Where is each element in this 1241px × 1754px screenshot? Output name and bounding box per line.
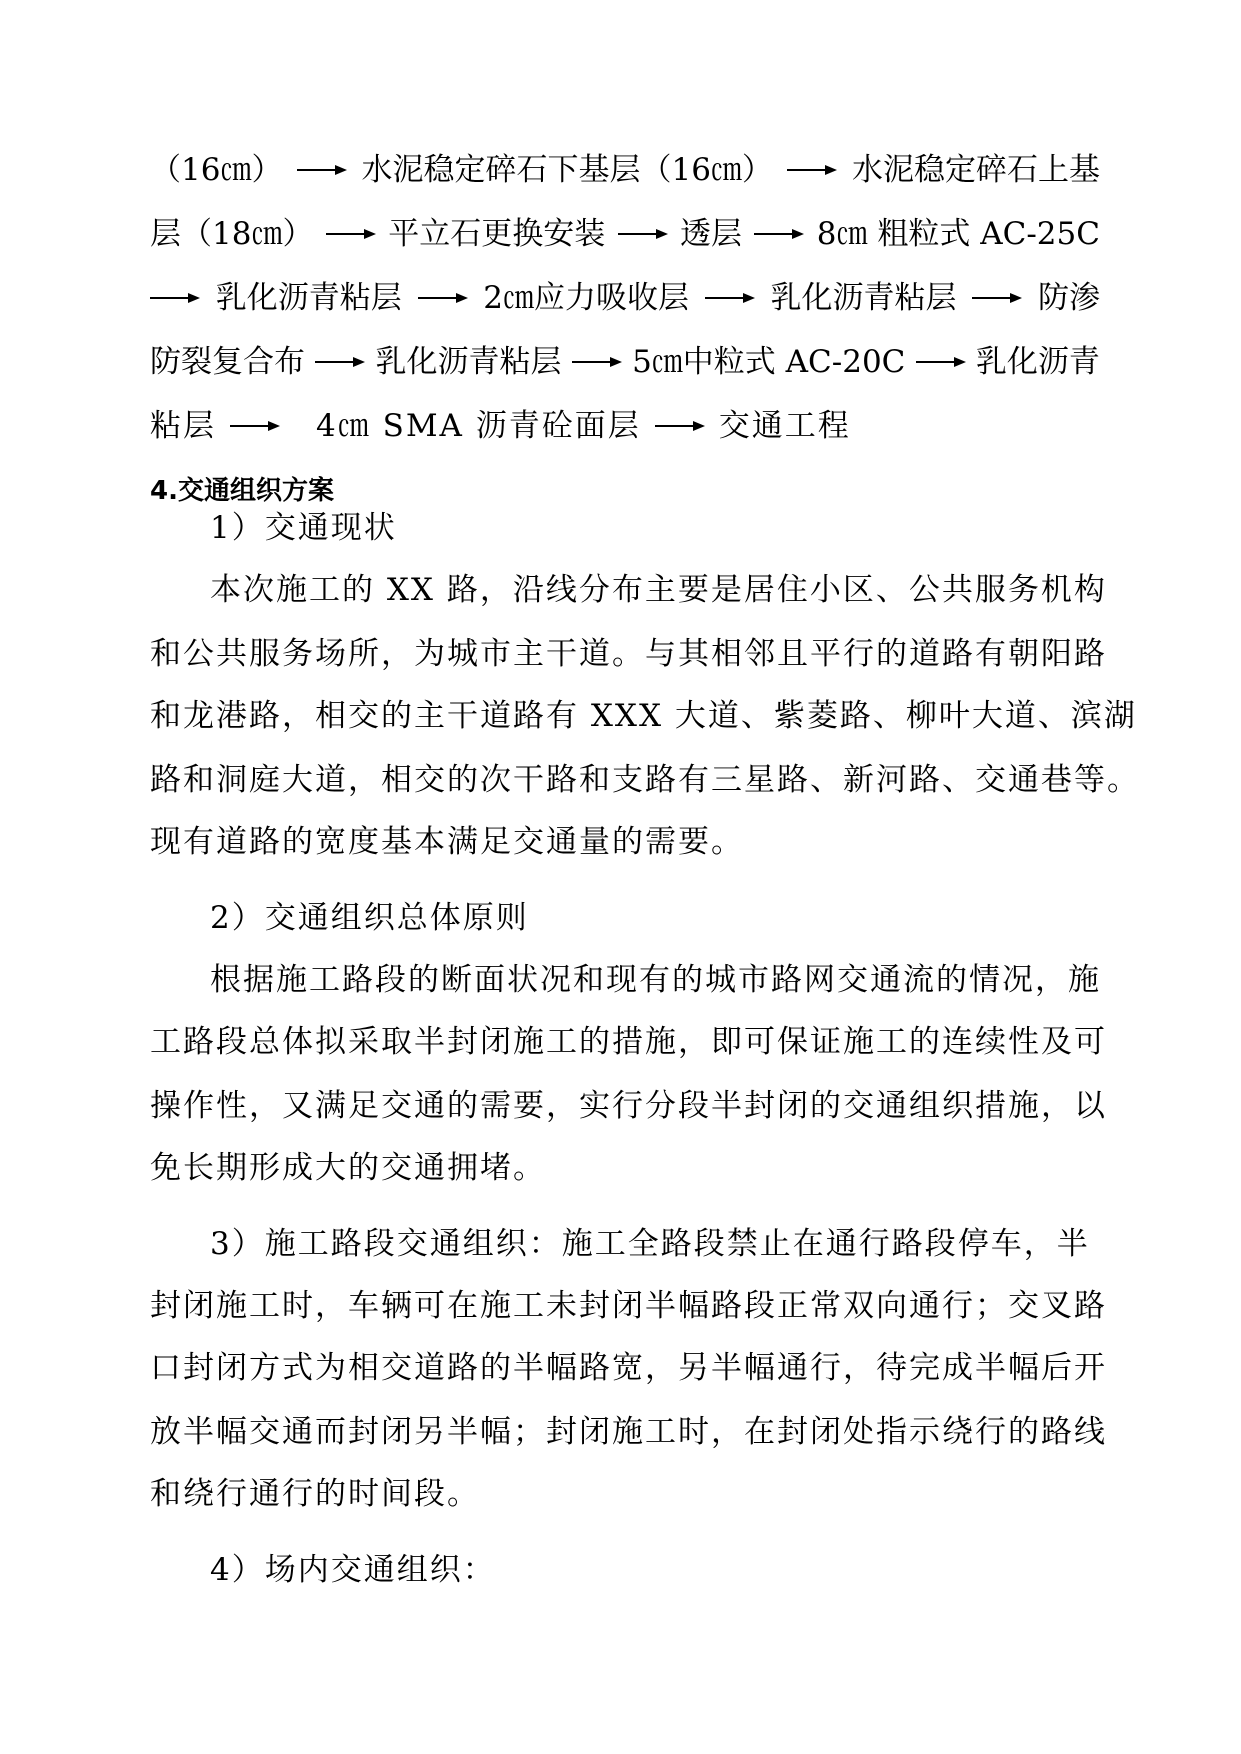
arrow-right-icon — [297, 160, 347, 180]
flow-step: 乳化沥青 — [975, 344, 1100, 380]
paragraph-line: 路和洞庭大道，相交的次干路和支路有三星路、新河路、交通巷等。 — [150, 762, 1140, 798]
arrow-right-icon — [315, 352, 365, 372]
flow-step: 乳化沥青粘层 — [375, 344, 562, 380]
flow-step: （16㎝） — [150, 152, 283, 188]
arrow-right-icon — [230, 416, 280, 436]
flow-step: 平立石更换安装 — [388, 216, 606, 252]
arrow-right-icon — [787, 160, 837, 180]
flow-line-4 — [150, 338, 1100, 386]
flow-line-2 — [150, 210, 1100, 258]
paragraph-line: 口封闭方式为相交道路的半幅路宽，另半幅通行，待完成半幅后开 — [150, 1350, 1107, 1386]
arrow-right-icon — [655, 416, 705, 436]
paragraph-line: 工路段总体拟采取半封闭施工的措施，即可保证施工的连续性及可 — [150, 1024, 1107, 1060]
paragraph-line: 和公共服务场所，为城市主干道。与其相邻且平行的道路有朝阳路 — [150, 636, 1107, 672]
paragraph-line: 根据施工路段的断面状况和现有的城市路网交通流的情况，施 — [210, 962, 1101, 998]
arrow-right-icon — [972, 288, 1022, 308]
flow-step: 5㎝中粒式 AC-20C — [632, 344, 906, 380]
flow-step: 粘层 — [150, 408, 216, 444]
arrow-right-icon — [754, 224, 804, 244]
flow-step: 水泥稳定碎石下基层（16㎝） — [361, 152, 773, 188]
arrow-right-icon — [618, 224, 668, 244]
flow-step: 层（18㎝） — [150, 216, 314, 252]
paragraph-line: 和绕行通行的时间段。 — [150, 1476, 480, 1512]
paragraph-line: 3）施工路段交通组织：施工全路段禁止在通行路段停车，半 — [210, 1226, 1090, 1262]
subsection-title: 4）场内交通组织： — [210, 1552, 496, 1588]
flow-step: 水泥稳定碎石上基 — [851, 152, 1100, 188]
flow-line-3 — [150, 274, 1100, 322]
flow-line-5 — [150, 402, 1100, 450]
paragraph-line: 操作性，又满足交通的需要，实行分段半封闭的交通组织措施，以 — [150, 1088, 1107, 1124]
flow-step: 4㎝ SMA 沥青砼面层 — [316, 408, 641, 444]
subsection-title: 1）交通现状 — [210, 510, 397, 546]
arrow-right-icon — [418, 288, 468, 308]
paragraph-line: 和龙港路，相交的主干道路有 XXX 大道、紫菱路、柳叶大道、滨湖 — [150, 698, 1137, 734]
arrow-right-icon — [572, 352, 622, 372]
paragraph-line: 本次施工的 XX 路，沿线分布主要是居住小区、公共服务机构 — [210, 572, 1107, 608]
paragraph-line: 现有道路的宽度基本满足交通量的需要。 — [150, 824, 744, 860]
paragraph-line: 免长期形成大的交通拥堵。 — [150, 1150, 546, 1186]
paragraph-line: 放半幅交通而封闭另半幅；封闭施工时，在封闭处指示绕行的路线 — [150, 1414, 1107, 1450]
arrow-right-icon — [916, 352, 966, 372]
flow-step: 透层 — [680, 216, 743, 252]
flow-step: 乳化沥青粘层 — [215, 280, 402, 316]
flow-step: 防渗 — [1037, 280, 1100, 316]
flow-step: 乳化沥青粘层 — [770, 280, 957, 316]
arrow-right-icon — [326, 224, 376, 244]
flow-step: 交通工程 — [718, 408, 851, 444]
flow-step: 8㎝ 粗粒式 AC-25C — [816, 216, 1100, 252]
flow-line-1 — [150, 146, 1100, 194]
subsection-title: 2）交通组织总体原则 — [210, 900, 529, 936]
section-heading: 4.交通组织方案 — [150, 476, 334, 506]
paragraph-line: 封闭施工时，车辆可在施工未封闭半幅路段正常双向通行；交叉路 — [150, 1288, 1107, 1324]
arrow-right-icon — [150, 288, 200, 308]
flow-step: 防裂复合布 — [150, 344, 305, 380]
flow-step: 2㎝应力吸收层 — [483, 280, 689, 316]
arrow-right-icon — [705, 288, 755, 308]
